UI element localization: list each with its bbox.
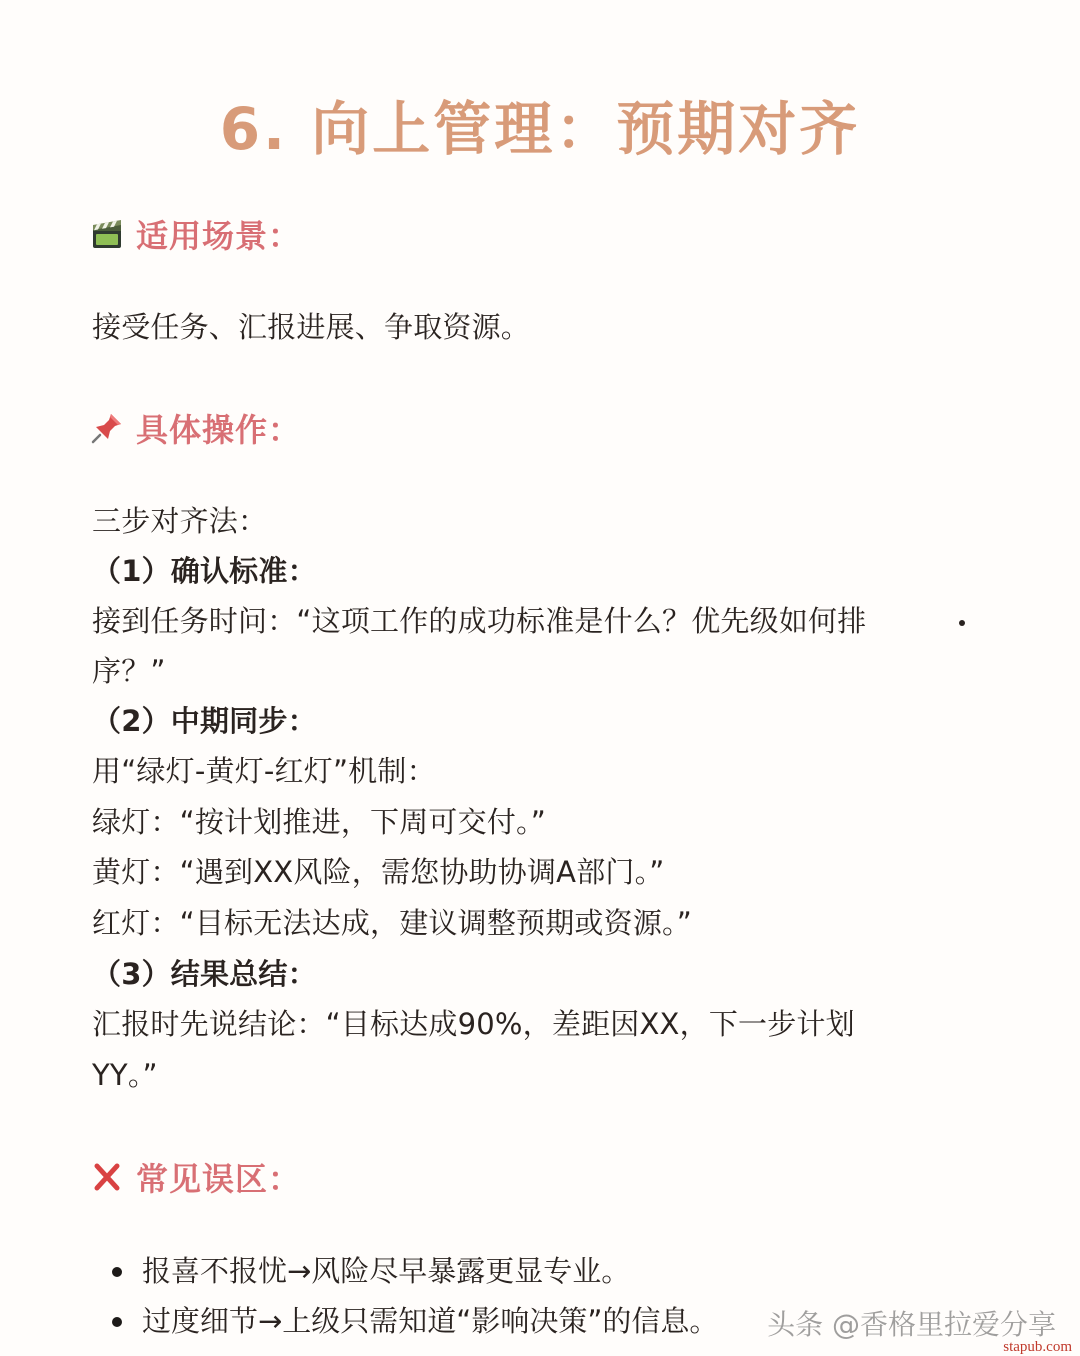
step-1-text-line-2: 序？” (92, 654, 166, 688)
section-title-mistakes: 常见误区： (136, 1160, 302, 1198)
yellow-light-text: 黄灯：“遇到XX风险，需您协助协调A部门。” (92, 855, 665, 889)
section-operation-header (90, 405, 301, 451)
step-3-text-line-1: 汇报时先说结论：“目标达成90%，差距因XX，下一步计划 (92, 1007, 855, 1041)
pushpin-icon (90, 411, 124, 445)
step-1-title: （1）确认标准： (92, 554, 317, 588)
line-end-dot (959, 620, 965, 626)
scenario-text: 接受任务、汇报进展、争取资源。 (92, 310, 531, 344)
section-scenario-header (90, 211, 301, 257)
cross-mark-icon (90, 1160, 124, 1194)
clapperboard-icon (90, 217, 124, 251)
list-item-text: 报喜不报忧→风险尽早暴露更显专业。 (142, 1254, 631, 1288)
red-light-text: 红灯：“目标无法达成，建议调整预期或资源。” (92, 906, 692, 940)
green-light-text: 绿灯：“按计划推进，下周可交付。” (92, 805, 546, 839)
section-title-operation: 具体操作： (136, 411, 302, 449)
section-title-scenario: 适用场景： (136, 217, 302, 255)
operation-intro: 三步对齐法： (92, 504, 268, 538)
step-2-text: 用“绿灯-黄灯-红灯”机制： (92, 754, 436, 788)
page-title: 6. 向上管理：预期对齐 (219, 95, 861, 163)
watermark-text: 头条 @香格里拉爱分享 (767, 1308, 1056, 1341)
step-3-text-line-2: YY。” (92, 1058, 158, 1092)
section-mistakes-header (90, 1154, 301, 1200)
step-1-text-line-1: 接到任务时问：“这项工作的成功标准是什么？优先级如何排 (92, 604, 867, 638)
list-item (112, 1246, 972, 1296)
bullet-icon (112, 1267, 122, 1277)
step-2-title: （2）中期同步： (92, 704, 317, 738)
watermark-site: stapub.com (1003, 1339, 1072, 1355)
step-3-title: （3）结果总结： (92, 957, 317, 991)
bullet-icon (112, 1317, 122, 1327)
list-item-text: 过度细节→上级只需知道“影响决策”的信息。 (142, 1304, 719, 1338)
